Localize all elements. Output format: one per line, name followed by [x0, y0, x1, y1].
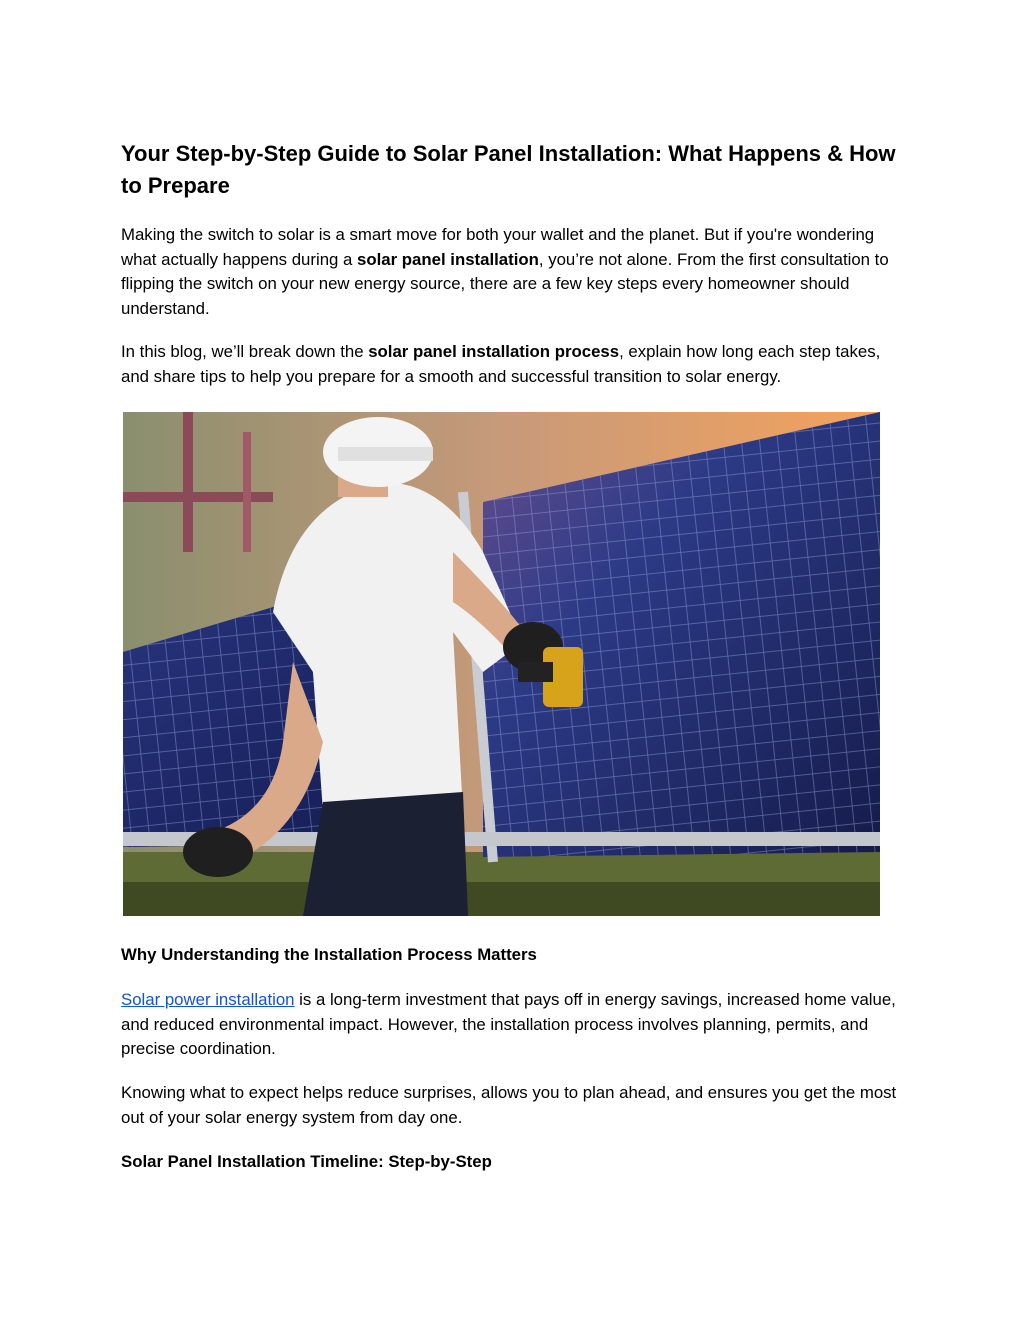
section1-paragraph-1 — [121, 988, 903, 1062]
intro-text-2: , you’re not alone. From the first consultation to flipping the switch on your new energy source, there are a few key steps every homeowner should understand. — [121, 249, 889, 318]
section-heading-why: Why Understanding the Installation Process Matters — [121, 945, 537, 964]
blog-text-1: In this blog, we’ll break down the — [121, 342, 369, 361]
section-heading-timeline: Solar Panel Installation Timeline: Step-by-Step — [121, 1152, 492, 1171]
blog-text-2: , explain how long each step takes, and share tips to help you prepare for a smooth and successful transition to solar energy. — [121, 342, 881, 386]
intro-bold: solar panel installation — [357, 249, 539, 269]
blog-paragraph — [121, 340, 903, 389]
section1-text: is a long-term investment that pays off in energy savings, increased home value, and reduced environmental impact. However, the installation process involves planning, permits, and precise coordination. — [121, 990, 896, 1058]
blog-bold: solar panel installation process — [368, 342, 620, 361]
article-title: Your Step-by-Step Guide to Solar Panel Installation: What Happens & How to Prepare — [121, 141, 896, 198]
solar-power-installation-link[interactable]: Solar power installation — [121, 990, 295, 1009]
intro-text-1: Making the switch to solar is a smart move for both your wallet and the planet. But if you're wondering what actually happens during a — [121, 225, 875, 269]
intro-paragraph — [121, 223, 903, 321]
solar-installer-photo — [123, 412, 880, 916]
section1-paragraph-2: Knowing what to expect helps reduce surprises, allows you to plan ahead, and ensures you get the most out of your solar energy system from day one. — [121, 1083, 897, 1127]
